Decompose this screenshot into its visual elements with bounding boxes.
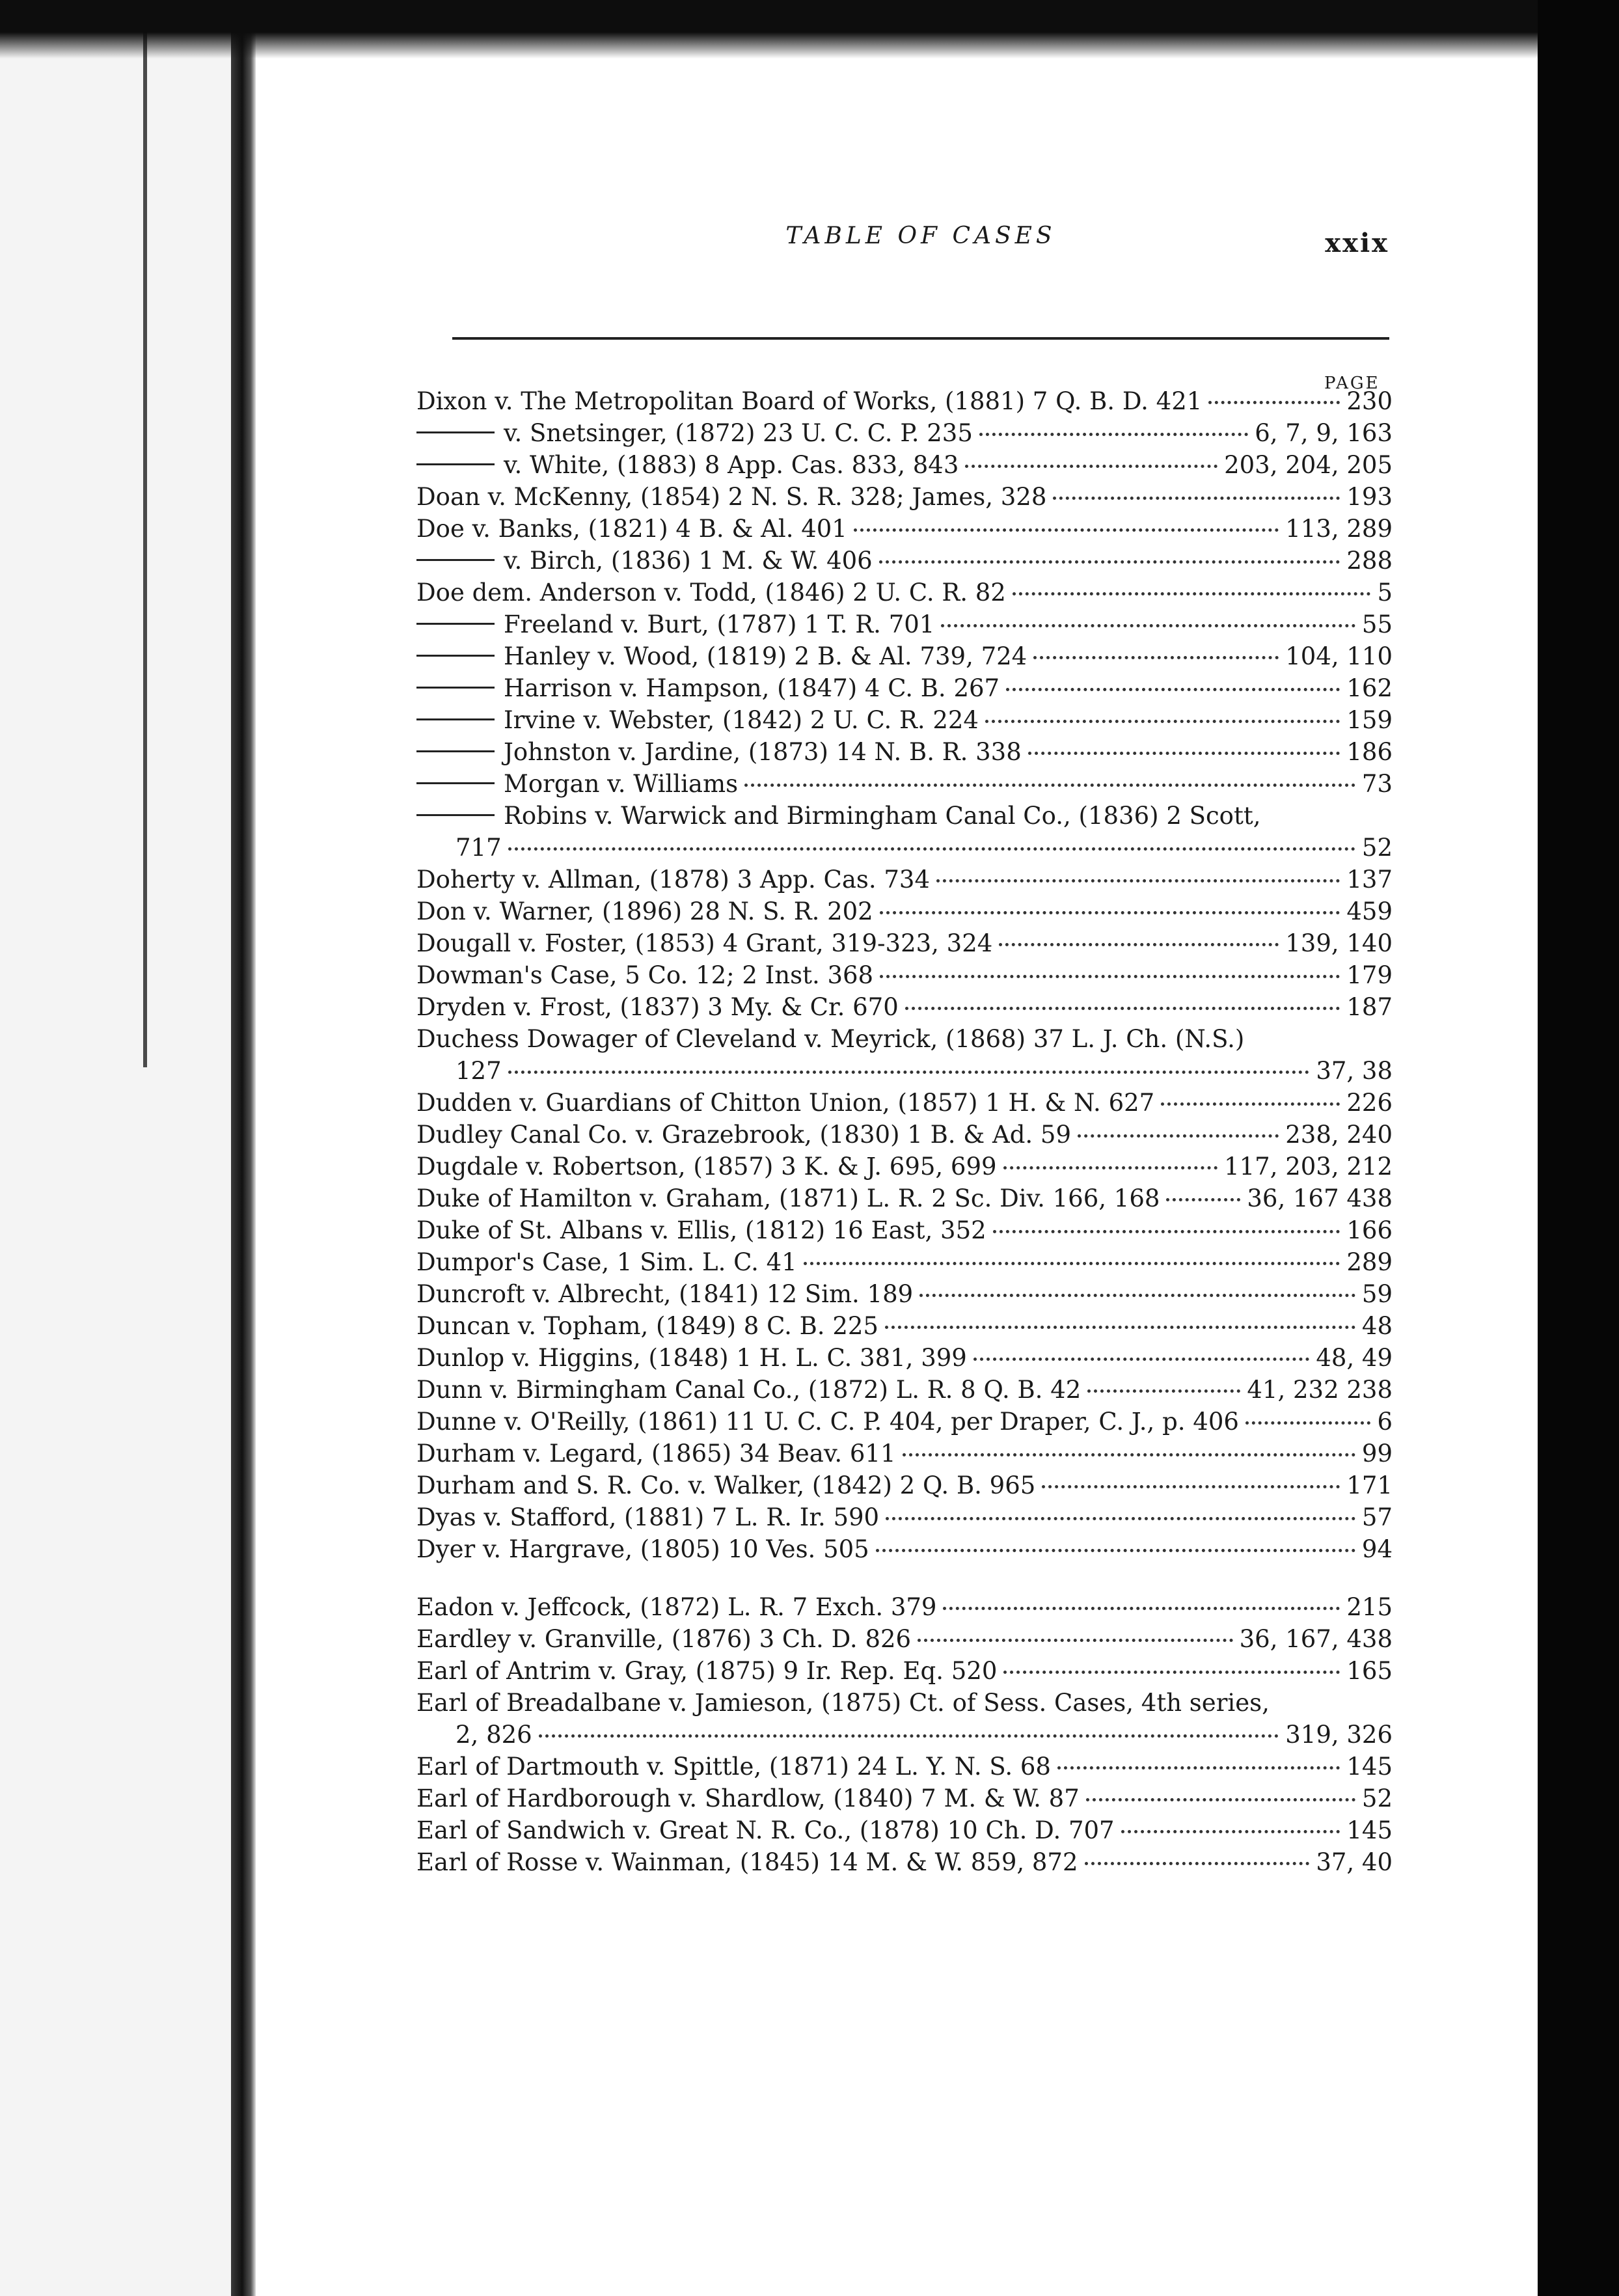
case-citation: Earl of Hardborough v. Shardlow, (1840) 7 M. & W. 87 <box>416 1784 1080 1812</box>
scan-border-right <box>1538 0 1619 2296</box>
case-pages: 187 <box>1346 993 1393 1021</box>
case-pages: 73 <box>1361 770 1393 798</box>
case-entry <box>416 1687 1393 1751</box>
case-citation: Earl of Dartmouth v. Spittle, (1871) 24 L. Y. N. S. 68 <box>416 1753 1051 1781</box>
case-pages: 319, 326 <box>1285 1721 1393 1749</box>
case-pages: 117, 203, 212 <box>1224 1153 1393 1181</box>
dot-leader <box>918 1639 1233 1642</box>
case-pages: 36, 167, 438 <box>1239 1625 1393 1653</box>
dot-leader <box>1085 1862 1310 1865</box>
case-citation: Dunn v. Birmingham Canal Co., (1872) L. R. 8 Q. B. 42 <box>416 1376 1082 1404</box>
case-entry <box>416 1814 1393 1846</box>
case-pages: 57 <box>1361 1503 1393 1531</box>
dot-leader <box>1003 1166 1218 1169</box>
case-citation: Dryden v. Frost, (1837) 3 My. & Cr. 670 <box>416 993 899 1021</box>
case-pages: 99 <box>1361 1440 1393 1468</box>
dot-leader <box>886 1517 1355 1520</box>
dot-leader <box>854 528 1279 532</box>
case-citation: Morgan v. Williams <box>504 770 739 798</box>
case-pages: 52 <box>1361 834 1393 862</box>
case-entry <box>416 1374 1393 1406</box>
ditto-dash <box>416 463 495 465</box>
case-entry <box>416 417 1393 449</box>
case-pages: 166 <box>1346 1216 1393 1244</box>
dot-leader <box>1161 1102 1340 1106</box>
case-entry <box>416 1214 1393 1246</box>
dot-leader <box>919 1294 1355 1297</box>
case-entry <box>416 800 1393 864</box>
case-pages: 162 <box>1346 674 1393 702</box>
case-pages: 289 <box>1346 1248 1393 1276</box>
dot-leader <box>1245 1421 1371 1425</box>
case-entry-continuation <box>416 832 1393 864</box>
case-pages: 48 <box>1361 1312 1393 1340</box>
case-entry <box>416 1591 1393 1623</box>
case-pages: 159 <box>1346 706 1393 734</box>
case-citation: Eardley v. Granville, (1876) 3 Ch. D. 826 <box>416 1625 912 1653</box>
case-citation: Doe v. Banks, (1821) 4 B. & Al. 401 <box>416 515 847 543</box>
case-citation: Johnston v. Jardine, (1873) 14 N. B. R. 338 <box>504 738 1022 766</box>
case-pages: 230 <box>1346 387 1393 415</box>
case-pages: 186 <box>1346 738 1393 766</box>
dot-leader <box>539 1734 1279 1738</box>
case-entry <box>416 1406 1393 1438</box>
case-citation: Doe dem. Anderson v. Todd, (1846) 2 U. C. R. 82 <box>416 579 1006 607</box>
dot-leader <box>936 879 1340 882</box>
dot-leader <box>1057 1766 1340 1770</box>
dot-leader <box>979 433 1248 436</box>
dot-leader <box>903 1453 1355 1456</box>
case-citation-continued: 717 <box>456 834 502 862</box>
case-pages: 203, 204, 205 <box>1224 451 1393 479</box>
dot-leader <box>1166 1198 1240 1201</box>
case-pages: 48, 49 <box>1316 1344 1393 1372</box>
case-entry <box>416 1246 1393 1278</box>
case-pages: 137 <box>1346 866 1393 894</box>
case-entry <box>416 895 1393 927</box>
case-entry <box>416 736 1393 768</box>
case-entry <box>416 1655 1393 1687</box>
case-entry <box>416 1469 1393 1501</box>
case-citation: Don v. Warner, (1896) 28 N. S. R. 202 <box>416 897 873 925</box>
case-citation: Hanley v. Wood, (1819) 2 B. & Al. 739, 724 <box>504 642 1027 670</box>
header-rule <box>452 337 1389 340</box>
ditto-dash <box>416 750 495 752</box>
dot-leader <box>1078 1134 1279 1138</box>
table-of-cases <box>416 385 1393 1878</box>
case-citation: Doan v. McKenny, (1854) 2 N. S. R. 328; James, 328 <box>416 483 1047 511</box>
case-citation: Dyer v. Hargrave, (1805) 10 Ves. 505 <box>416 1535 869 1563</box>
case-citation: Dyas v. Stafford, (1881) 7 L. R. Ir. 590 <box>416 1503 880 1531</box>
case-entry-line <box>416 800 1393 832</box>
ditto-dash <box>416 782 495 784</box>
case-pages: 6, 7, 9, 163 <box>1255 419 1393 447</box>
case-citation: Earl of Antrim v. Gray, (1875) 9 Ir. Rep. Eq. 520 <box>416 1657 998 1685</box>
case-citation: Duncan v. Topham, (1849) 8 C. B. 225 <box>416 1312 878 1340</box>
case-citation: Dougall v. Foster, (1853) 4 Grant, 319-323, 324 <box>416 929 993 957</box>
case-pages: 288 <box>1346 547 1393 575</box>
case-pages: 459 <box>1346 897 1393 925</box>
case-entry <box>416 1119 1393 1151</box>
case-entry <box>416 481 1393 513</box>
ditto-dash <box>416 559 495 561</box>
dot-leader <box>804 1262 1340 1265</box>
case-entry <box>416 1023 1393 1087</box>
case-pages: 94 <box>1361 1535 1393 1563</box>
case-citation: Duncroft v. Albrecht, (1841) 12 Sim. 189 <box>416 1280 914 1308</box>
case-citation-continued: 2, 826 <box>456 1721 532 1749</box>
ditto-dash <box>416 623 495 625</box>
dot-leader <box>880 975 1340 978</box>
case-pages: 104, 110 <box>1285 642 1393 670</box>
case-entry <box>416 1087 1393 1119</box>
dot-leader <box>1208 401 1340 404</box>
dot-leader <box>905 1007 1340 1010</box>
case-citation: Earl of Breadalbane v. Jamieson, (1875) Ct. of Sess. Cases, 4th series, <box>416 1689 1270 1717</box>
case-entry <box>416 959 1393 991</box>
case-entry-continuation <box>416 1055 1393 1087</box>
case-citation: Eadon v. Jeffcock, (1872) L. R. 7 Exch. 379 <box>416 1593 937 1621</box>
case-pages: 215 <box>1346 1593 1393 1621</box>
dot-leader <box>943 1607 1340 1610</box>
case-pages: 55 <box>1361 610 1393 638</box>
ditto-dash <box>416 431 495 433</box>
case-pages: 6 <box>1377 1408 1393 1436</box>
case-entry <box>416 1151 1393 1182</box>
ditto-dash <box>416 814 495 816</box>
case-entry <box>416 1501 1393 1533</box>
case-citation: Robins v. Warwick and Birmingham Canal Co., (1836) 2 Scott, <box>504 802 1261 830</box>
case-entry <box>416 608 1393 640</box>
case-entry <box>416 1182 1393 1214</box>
dot-leader <box>965 465 1218 468</box>
case-pages: 113, 289 <box>1285 515 1393 543</box>
case-entry <box>416 672 1393 704</box>
page-header <box>452 223 1389 281</box>
case-entry-continuation <box>416 1719 1393 1751</box>
dot-leader <box>880 911 1340 914</box>
case-entry <box>416 1783 1393 1814</box>
dot-leader <box>876 1549 1355 1552</box>
case-citation: Dunne v. O'Reilly, (1861) 11 U. C. C. P. 404, per Draper, C. J., p. 406 <box>416 1408 1239 1436</box>
case-pages: 226 <box>1346 1089 1393 1117</box>
scan-border-top <box>0 0 1619 59</box>
dot-leader <box>985 720 1340 723</box>
case-pages: 165 <box>1346 1657 1393 1685</box>
case-pages: 5 <box>1377 579 1393 607</box>
case-entry <box>416 1751 1393 1783</box>
case-pages: 52 <box>1361 1784 1393 1812</box>
case-entry <box>416 1623 1393 1655</box>
dot-leader <box>1087 1389 1240 1393</box>
case-pages: 171 <box>1346 1471 1393 1499</box>
case-pages: 193 <box>1346 483 1393 511</box>
case-citation: Dudley Canal Co. v. Grazebrook, (1830) 1 B. & Ad. 59 <box>416 1121 1071 1149</box>
dot-leader <box>1086 1798 1355 1801</box>
page-number: xxix <box>1325 228 1389 258</box>
dot-leader <box>999 943 1279 946</box>
case-entry <box>416 1438 1393 1469</box>
dot-leader <box>885 1326 1355 1329</box>
case-pages: 145 <box>1346 1753 1393 1781</box>
dot-leader <box>1013 592 1371 595</box>
case-citation: Dudden v. Guardians of Chitton Union, (1857) 1 H. & N. 627 <box>416 1089 1155 1117</box>
case-citation: Dunlop v. Higgins, (1848) 1 H. L. C. 381, 399 <box>416 1344 967 1372</box>
book-gutter <box>231 0 256 2296</box>
dot-leader <box>993 1230 1340 1233</box>
dot-leader <box>1042 1485 1340 1488</box>
case-entry <box>416 1846 1393 1878</box>
case-citation: Dixon v. The Metropolitan Board of Works, (1881) 7 Q. B. D. 421 <box>416 387 1203 415</box>
ditto-dash <box>416 687 495 689</box>
dot-leader <box>973 1358 1309 1361</box>
dot-leader <box>1033 656 1279 659</box>
case-citation: Dugdale v. Robertson, (1857) 3 K. & J. 695, 699 <box>416 1153 997 1181</box>
case-entry <box>416 864 1393 895</box>
page-column-label: PAGE <box>1324 374 1380 393</box>
case-citation: Earl of Rosse v. Wainman, (1845) 14 M. & W. 859, 872 <box>416 1848 1078 1876</box>
case-citation: Duke of Hamilton v. Graham, (1871) L. R. 2 Sc. Div. 166, 168 <box>416 1184 1160 1212</box>
case-citation: Duchess Dowager of Cleveland v. Meyrick, (1868) 37 L. J. Ch. (N.S.) <box>416 1025 1245 1053</box>
ditto-dash <box>416 655 495 657</box>
case-citation: Dowman's Case, 5 Co. 12; 2 Inst. 368 <box>416 961 874 989</box>
case-pages: 179 <box>1346 961 1393 989</box>
case-entry <box>416 545 1393 577</box>
dot-leader <box>1006 688 1340 691</box>
case-entry <box>416 513 1393 545</box>
case-pages: 37, 40 <box>1316 1848 1393 1876</box>
case-entry <box>416 768 1393 800</box>
case-pages: 37, 38 <box>1316 1057 1393 1085</box>
case-entry <box>416 640 1393 672</box>
case-pages: 145 <box>1346 1816 1393 1844</box>
case-pages: 41, 232 238 <box>1247 1376 1393 1404</box>
dot-leader <box>941 624 1355 627</box>
case-citation-continued: 127 <box>456 1057 502 1085</box>
dot-leader <box>744 784 1355 787</box>
case-citation: Freeland v. Burt, (1787) 1 T. R. 701 <box>504 610 935 638</box>
case-pages: 36, 167 438 <box>1247 1184 1393 1212</box>
case-citation: v. White, (1883) 8 App. Cas. 833, 843 <box>504 451 959 479</box>
dot-leader <box>1121 1830 1340 1833</box>
case-pages: 139, 140 <box>1285 929 1393 957</box>
case-entry <box>416 449 1393 481</box>
case-entry <box>416 991 1393 1023</box>
case-pages: 59 <box>1361 1280 1393 1308</box>
case-citation: Duke of St. Albans v. Ellis, (1812) 16 East, 352 <box>416 1216 986 1244</box>
case-citation: Irvine v. Webster, (1842) 2 U. C. R. 224 <box>504 706 979 734</box>
case-entry <box>416 704 1393 736</box>
dot-leader <box>508 847 1355 851</box>
case-entry-line <box>416 1023 1393 1055</box>
dot-leader <box>508 1071 1310 1074</box>
case-entry <box>416 577 1393 608</box>
case-citation: Dumpor's Case, 1 Sim. L. C. 41 <box>416 1248 797 1276</box>
case-citation: Doherty v. Allman, (1878) 3 App. Cas. 734 <box>416 866 931 894</box>
case-citation: Harrison v. Hampson, (1847) 4 C. B. 267 <box>504 674 1000 702</box>
dot-leader <box>879 560 1340 564</box>
case-citation: Durham and S. R. Co. v. Walker, (1842) 2 Q. B. 965 <box>416 1471 1036 1499</box>
case-entry <box>416 927 1393 959</box>
case-entry-line <box>416 1687 1393 1719</box>
ditto-dash <box>416 718 495 720</box>
torn-page-edge <box>111 0 147 1067</box>
case-citation: v. Birch, (1836) 1 M. & W. 406 <box>504 547 873 575</box>
case-citation: Durham v. Legard, (1865) 34 Beav. 611 <box>416 1440 896 1468</box>
dot-leader <box>1053 497 1340 500</box>
case-entry <box>416 385 1393 417</box>
running-title: TABLE OF CASES <box>785 223 1056 249</box>
case-entry <box>416 1310 1393 1342</box>
case-citation: v. Snetsinger, (1872) 23 U. C. C. P. 235 <box>504 419 973 447</box>
case-entry <box>416 1342 1393 1374</box>
dot-leader <box>1028 752 1340 755</box>
case-pages: 238, 240 <box>1285 1121 1393 1149</box>
dot-leader <box>1003 1671 1340 1674</box>
section-gap <box>416 1565 1393 1591</box>
case-citation: Earl of Sandwich v. Great N. R. Co., (1878) 10 Ch. D. 707 <box>416 1816 1115 1844</box>
case-entry <box>416 1533 1393 1565</box>
case-entry <box>416 1278 1393 1310</box>
